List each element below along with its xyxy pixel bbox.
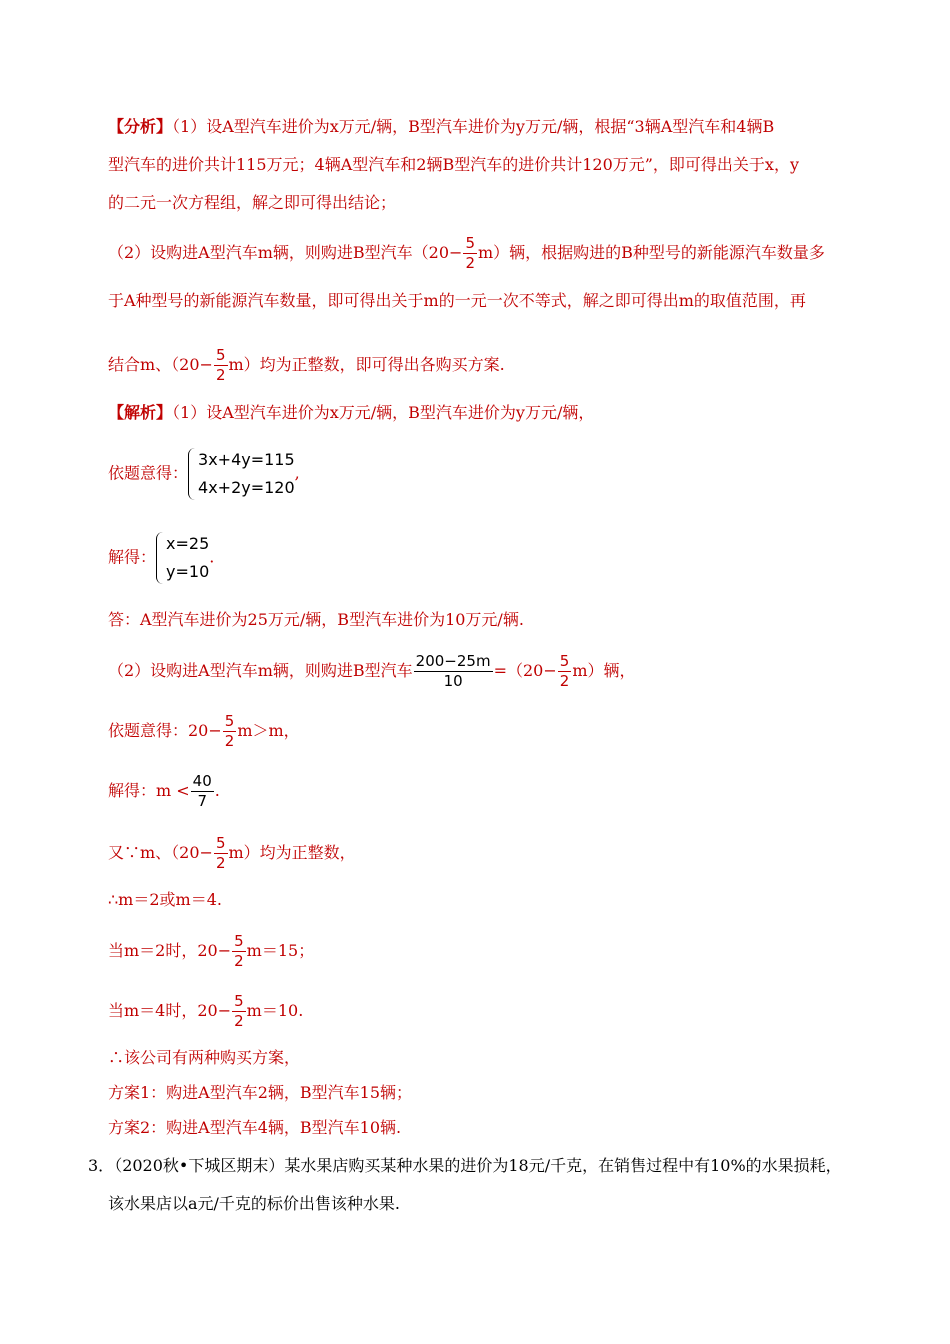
text: m）均为正整数， <box>228 843 356 862</box>
plan-1: 方案1：购进A型汽车2辆，B型汽车15辆； <box>108 1083 413 1102</box>
text: 当m＝4时，20− <box>108 1001 232 1020</box>
fraction <box>558 652 572 691</box>
fraction <box>232 932 246 971</box>
text: （2）设购进A型汽车m辆，则购进B型汽车（20− <box>108 243 463 262</box>
numerator: 5 <box>215 346 226 364</box>
plan-2: 方案2：购进A型汽车4辆，B型汽车10辆. <box>108 1118 402 1137</box>
denominator: 10 <box>443 672 463 690</box>
inequality-line <box>108 712 300 751</box>
text: m＝15； <box>246 941 315 960</box>
text: 又∵m、（20− <box>108 843 213 862</box>
also-line <box>108 834 356 873</box>
analysis-line-3: 的二元一次方程组，解之即可得出结论； <box>108 193 397 212</box>
question-3-line-1 <box>88 1155 842 1177</box>
numerator: 200−25m <box>415 652 491 670</box>
text: m）辆， <box>572 661 636 680</box>
case-1-line <box>108 932 314 971</box>
numerator: 40 <box>192 772 212 790</box>
result-line <box>108 772 220 811</box>
analysis-text: （1）设A型汽车进价为x万元/辆，B型汽车进价为y万元/辆，根据“3辆A型汽车和4辆B <box>172 117 775 136</box>
denominator: 2 <box>215 366 226 384</box>
question-number: 3． <box>88 1156 115 1175</box>
numerator: 5 <box>224 712 235 730</box>
case-2-line <box>108 992 303 1031</box>
numerator: 5 <box>234 932 244 950</box>
fraction <box>214 834 228 873</box>
denominator: 2 <box>224 732 235 750</box>
analysis-tag: 【分析】 <box>108 117 173 136</box>
equation-system <box>188 446 295 502</box>
numerator: 5 <box>559 652 570 670</box>
fraction <box>223 712 237 751</box>
text: m＝10. <box>246 1001 304 1020</box>
text: m）均为正整数，即可得出各购买方案. <box>228 355 505 374</box>
denominator: 2 <box>215 854 226 872</box>
equation-2: 4x+2y=120 <box>198 478 295 497</box>
analysis-part2-line-3 <box>108 346 505 385</box>
text: , <box>294 463 300 483</box>
therefore-line: ∴m＝2或m＝4. <box>108 890 222 909</box>
fraction <box>214 346 228 385</box>
text: 依题意得：20− <box>108 721 222 740</box>
text: 解得：m < <box>108 781 190 800</box>
equation-system-line <box>108 446 300 502</box>
text: 依题意得： <box>108 463 189 483</box>
denominator: 2 <box>234 952 244 970</box>
solution-tag: 【解析】 <box>108 403 173 422</box>
text: m＞m， <box>237 721 300 740</box>
solution-part2-line <box>108 652 636 691</box>
text: 当m＝2时，20− <box>108 941 232 960</box>
text: m）辆，根据购进的B种型号的新能源汽车数量多 <box>477 243 825 262</box>
solution-x: x=25 <box>166 534 210 553</box>
denominator: 2 <box>234 1012 244 1030</box>
fraction <box>191 772 214 811</box>
analysis-part2-line-2: 于A种型号的新能源汽车数量，即可得出关于m的一元一次不等式，解之即可得出m的取值范围，再 <box>108 291 806 310</box>
analysis-part2-line-1 <box>108 234 825 273</box>
text: =（20− <box>493 661 557 680</box>
numerator: 5 <box>465 234 475 252</box>
solution-system-line <box>108 530 214 586</box>
fraction <box>463 234 477 273</box>
denominator: 2 <box>559 672 570 690</box>
text: . <box>214 781 220 800</box>
analysis-line-1 <box>108 116 774 138</box>
analysis-line-2: 型汽车的进价共计115万元；4辆A型汽车和2辆B型汽车的进价共计120万元”，即可得出关于x，y <box>108 155 799 174</box>
answer-1: 答：A型汽车进价为25万元/辆，B型汽车进价为10万元/辆. <box>108 610 524 629</box>
brace <box>188 448 195 500</box>
text: （1）设A型汽车进价为x万元/辆，B型汽车进价为y万元/辆， <box>172 403 595 422</box>
text: . <box>209 547 215 567</box>
denominator: 7 <box>197 792 207 810</box>
numerator: 5 <box>215 834 226 852</box>
solution-y: y=10 <box>166 562 210 581</box>
fraction <box>414 652 493 691</box>
plans-intro: ∴该公司有两种购买方案， <box>108 1048 301 1067</box>
question-3-line-2: 该水果店以a元/千克的标价出售该种水果. <box>108 1194 401 1213</box>
text: 结合m、（20− <box>108 355 213 374</box>
text: 解得： <box>108 547 157 567</box>
fraction <box>232 992 246 1031</box>
text: （2020秋•下城区期末）某水果店购买某种水果的进价为18元/千克，在销售过程中有10%的水果损耗， <box>114 1156 842 1175</box>
solution-system <box>156 530 209 586</box>
solution-line-1 <box>108 402 594 424</box>
brace <box>156 532 163 584</box>
equation-1: 3x+4y=115 <box>198 450 295 469</box>
numerator: 5 <box>234 992 244 1010</box>
denominator: 2 <box>465 254 475 272</box>
text: （2）设购进A型汽车m辆，则购进B型汽车 <box>108 661 413 680</box>
